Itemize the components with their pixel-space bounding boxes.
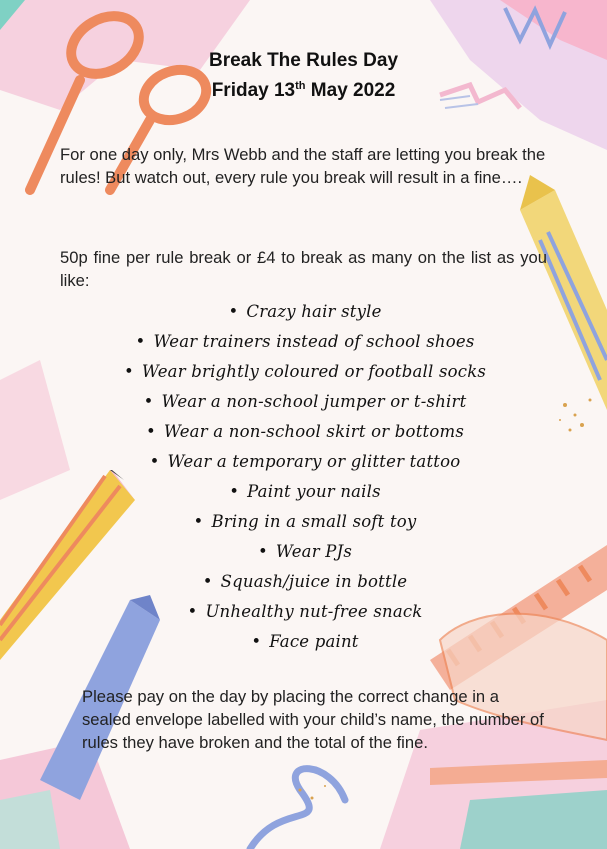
rule-text: Bring in a small soft toy — [211, 512, 417, 531]
bullet-icon: • — [202, 572, 213, 591]
intro-paragraph: For one day only, Mrs Webb and the staff are letting you break the rules! But watch out, every rule you break will result in a fine…. — [60, 145, 546, 187]
date-suffix: May 2022 — [305, 80, 396, 101]
rule-item — [60, 297, 550, 327]
event-date — [0, 80, 607, 102]
page-title: Break The Rules Day — [208, 50, 399, 71]
bullet-icon: • — [143, 392, 154, 411]
rule-text: Wear trainers instead of school shoes — [153, 332, 475, 351]
rule-item — [60, 327, 550, 357]
bullet-icon: • — [229, 482, 240, 501]
rule-item — [60, 507, 550, 537]
rule-item — [60, 447, 550, 477]
rule-item — [60, 627, 550, 657]
bullet-icon: • — [257, 542, 268, 561]
bullet-icon: • — [251, 632, 262, 651]
rule-text: Squash/juice in bottle — [220, 572, 408, 591]
bullet-icon: • — [149, 452, 160, 471]
rule-item — [60, 477, 550, 507]
rule-text: Wear brightly coloured or football socks — [141, 362, 487, 381]
bullet-icon: • — [228, 302, 239, 321]
rule-item — [60, 357, 550, 387]
rule-item — [60, 387, 550, 417]
rule-text: Wear a non-school jumper or t-shirt — [161, 392, 467, 411]
bullet-icon: • — [135, 332, 146, 351]
rule-item — [60, 567, 550, 597]
bullet-icon: • — [193, 512, 204, 531]
rule-item — [60, 537, 550, 567]
rule-text: Unhealthy nut-free snack — [205, 602, 423, 621]
payment-paragraph: Please pay on the day by placing the correct change in a sealed envelope labelled with your child’s name, the number of rules they have broken and the total of the fine. — [82, 687, 544, 752]
rule-text: Face paint — [269, 632, 359, 651]
rule-text: Wear PJs — [275, 542, 353, 561]
rule-text: Wear a non-school skirt or bottoms — [163, 422, 465, 441]
fine-info-paragraph: 50p fine per rule break or £4 to break as many on the list as you like: — [60, 248, 547, 290]
date-prefix: Friday 13 — [211, 80, 296, 101]
rule-item — [60, 597, 550, 627]
bullet-icon: • — [187, 602, 198, 621]
date-ordinal: th — [295, 80, 306, 92]
rule-text: Wear a temporary or glitter tattoo — [167, 452, 461, 471]
rules-list — [60, 297, 550, 657]
bullet-icon: • — [123, 362, 134, 381]
bullet-icon: • — [145, 422, 156, 441]
rule-text: Paint your nails — [247, 482, 381, 501]
rule-item — [60, 417, 550, 447]
rule-text: Crazy hair style — [246, 302, 382, 321]
